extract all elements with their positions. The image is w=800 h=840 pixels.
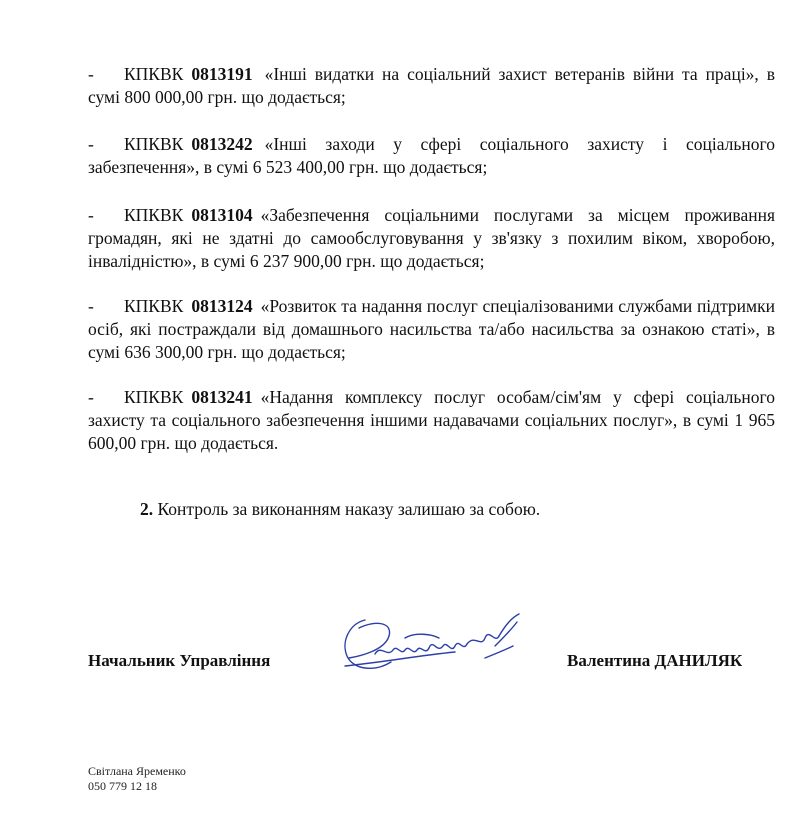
signatory-title: Начальник Управління (88, 651, 271, 670)
control-clause (140, 498, 540, 521)
clause-number: 2. (140, 499, 154, 519)
handwritten-signature (335, 608, 535, 688)
item-code: 0813104 (191, 205, 253, 225)
contact-phone: 050 779 12 18 (88, 779, 157, 793)
item-prefix: КПКВК (124, 205, 184, 225)
item-code: 0813124 (191, 296, 253, 316)
item-dash: - (88, 387, 94, 407)
contact-person: Світлана Яременко (88, 764, 186, 778)
signatory-name: Валентина ДАНИЛЯК (567, 651, 743, 670)
item-prefix: КПКВК (124, 387, 184, 407)
item-prefix: КПКВК (124, 134, 184, 154)
item-dash: - (88, 296, 94, 316)
item-text: «Інші заходи у сфері соціального захисту і соціального забезпечення», в сумі 6 523 400,00 грн. що додається; (88, 134, 775, 177)
item-text: «Інші видатки на соціальний захист ветеранів війни та праці», в сумі 800 000,00 грн. що додається; (88, 64, 775, 107)
item-text: «Забезпечення соціальними послугами за місцем проживання громадян, які не здатні до самообслуговування у зв'язку з похилим віком, хворобою, інвалідністю», в сумі 6 237 900,00 грн. що додається; (88, 205, 775, 271)
item-code: 0813242 (191, 134, 253, 154)
item-dash: - (88, 134, 94, 154)
budget-item (88, 295, 775, 364)
contact-block (88, 764, 186, 794)
item-prefix: КПКВК (124, 64, 184, 84)
item-text: «Надання комплексу послуг особам/сім'ям у сфері соціального захисту та соціального забезпечення іншими надавачами соціальних послуг», в сумі 1 965 600,00 грн. що додається. (88, 387, 775, 453)
item-text: «Розвиток та надання послуг спеціалізованими службами підтримки осіб, які постраждали від домашнього насильства та/або насильства за ознакою статі», в сумі 636 300,00 грн. що додається; (88, 296, 775, 362)
item-code: 0813191 (191, 64, 253, 84)
item-prefix: КПКВК (124, 296, 184, 316)
item-dash: - (88, 205, 94, 225)
clause-text: Контроль за виконанням наказу залишаю за собою. (157, 499, 541, 519)
item-code: 0813241 (191, 387, 253, 407)
budget-item (88, 204, 775, 273)
item-dash: - (88, 64, 94, 84)
budget-item (88, 386, 775, 455)
budget-item (88, 133, 775, 179)
budget-item (88, 63, 775, 109)
